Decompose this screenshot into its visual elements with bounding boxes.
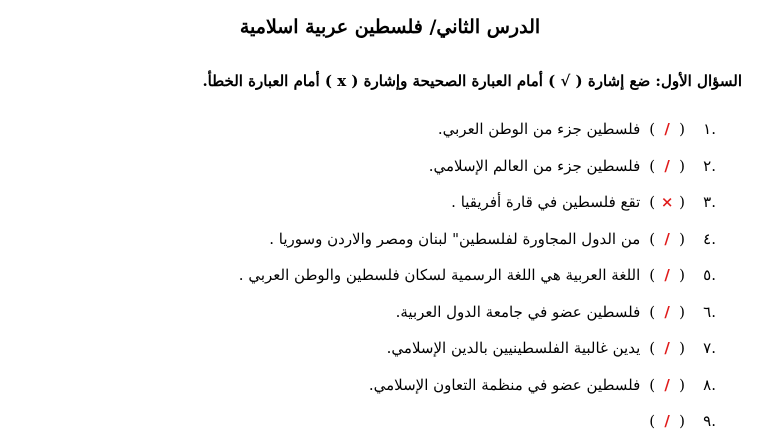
answer-box: (/) (646, 154, 688, 178)
statement-text: فلسطين عضو في جامعة الدول العربية. (395, 302, 641, 321)
list-item (239, 409, 716, 446)
statement-text: تقع فلسطين في قارة أفريقيا . (451, 193, 641, 211)
answer-mark: / (664, 156, 670, 175)
answer-box: (/) (646, 117, 688, 141)
answer-mark: × (660, 193, 674, 211)
statement-text: فلسطين جزء من العالم الإسلامي. (428, 156, 641, 175)
item-number: .٩ (703, 412, 716, 430)
item-number: .٥ (703, 266, 716, 284)
statement-text: اللغة العربية هي اللغة الرسمية لسكان فلسطين والوطن العربي . (238, 266, 641, 284)
statement-text: فلسطين عضو في منظمة التعاون الإسلامي. (368, 375, 641, 394)
list-item (239, 117, 716, 154)
statement-list (239, 117, 716, 446)
list-item (239, 263, 716, 300)
list-item (239, 336, 716, 373)
answer-mark: / (664, 266, 670, 284)
answer-mark: / (664, 375, 670, 394)
answer-box: (/) (646, 409, 688, 433)
item-number: .٧ (703, 339, 716, 357)
answer-box: (/) (646, 300, 688, 324)
answer-box: (/) (646, 263, 688, 287)
list-item (239, 373, 716, 410)
answer-box: (/) (646, 336, 688, 360)
item-number: .٤ (703, 229, 716, 248)
list-item (239, 190, 716, 227)
statement-text: فلسطين جزء من الوطن العربي. (437, 120, 641, 138)
answer-mark: / (664, 229, 670, 248)
answer-mark: / (664, 120, 670, 138)
answer-mark: / (664, 339, 670, 357)
statement-text: من الدول المجاورة لفلسطين" لبنان ومصر والاردن وسوريا . (269, 229, 641, 248)
list-item (239, 300, 716, 337)
list-item (239, 227, 716, 264)
answer-box: (/) (646, 227, 688, 251)
item-number: .٢ (703, 156, 716, 175)
question-instruction: السؤال الأول: ضع إشارة ( √ ) أمام العبارة الصحيحة وإشارة ( x ) أمام العبارة الخطأ. (202, 72, 742, 90)
answer-box: (/) (646, 373, 688, 397)
answer-mark: / (664, 412, 670, 430)
list-item (239, 154, 716, 191)
lesson-title: الدرس الثاني/ فلسطين عربية اسلامية (239, 16, 541, 38)
statement-text: يدين غالبية الفلسطينيين بالدين الإسلامي. (386, 339, 641, 357)
answer-box: (×) (646, 190, 688, 214)
item-number: .٨ (703, 375, 716, 394)
item-number: .١ (703, 120, 716, 138)
item-number: .٣ (703, 193, 716, 211)
item-number: .٦ (703, 302, 716, 321)
answer-mark: / (664, 302, 670, 321)
